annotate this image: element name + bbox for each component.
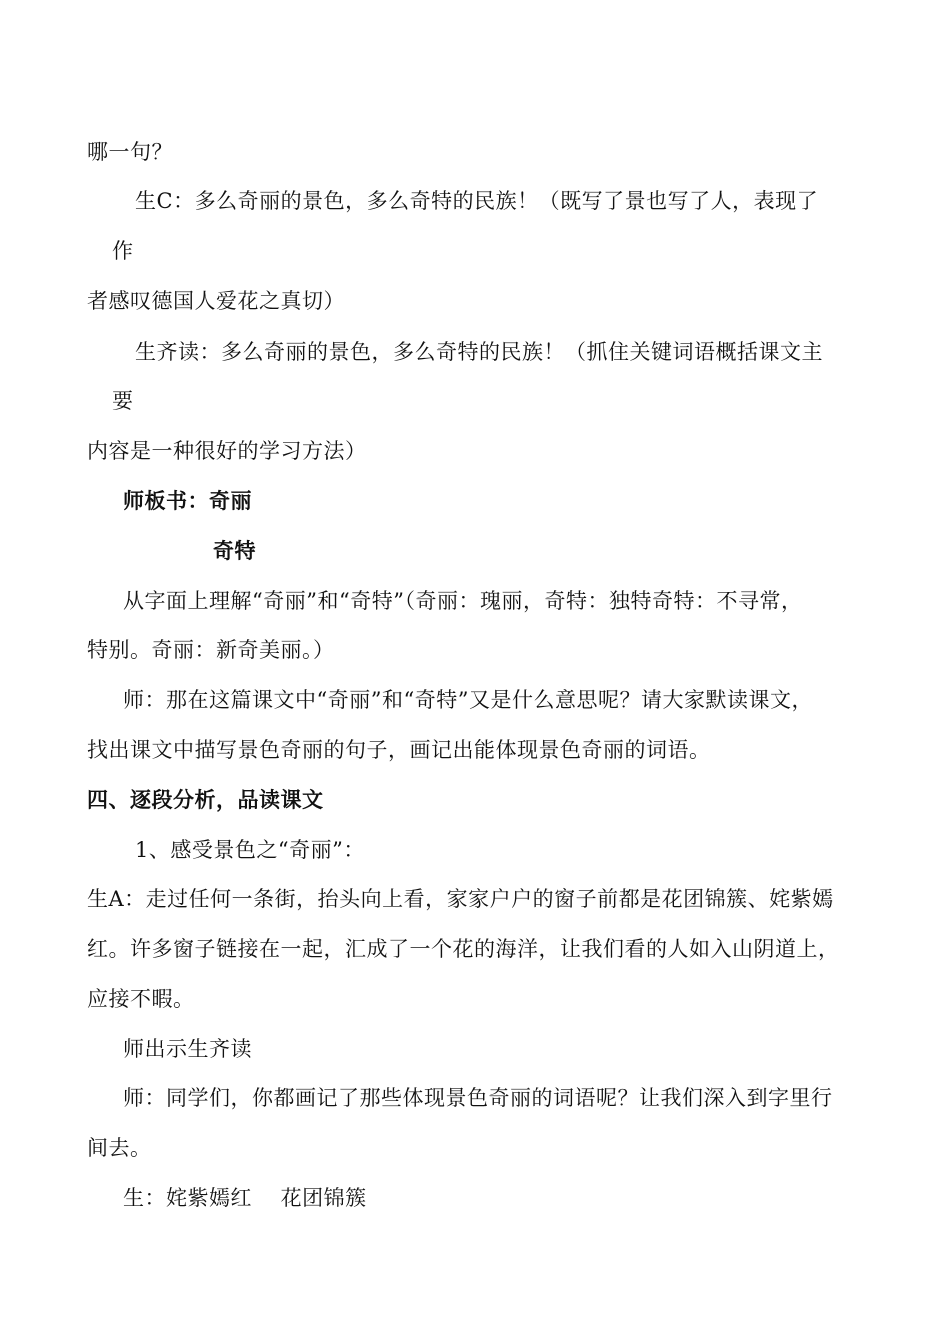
text-line: 找出课文中描写景色奇丽的句子，画记出能体现景色奇丽的词语。: [87, 738, 711, 762]
text-line: 者感叹德国人爱花之真切）: [87, 289, 345, 313]
text-line: 生C：多么奇丽的景色，多么奇特的民族！（既写了景也写了人，表现了: [135, 189, 819, 213]
section-heading: 四、逐段分析，品读课文: [87, 788, 324, 812]
text-line: 生齐读：多么奇丽的景色，多么奇特的民族！（抓住关键词语概括课文主: [135, 340, 823, 364]
text-line: 生：姹紫嫣红 花团锦簇: [123, 1186, 367, 1210]
board-item: 奇特: [213, 539, 256, 563]
board-title: 师板书：奇丽: [123, 489, 252, 513]
text-line: 特别。奇丽：新奇美丽。）: [87, 638, 335, 662]
text-line: 红。许多窗子链接在一起，汇成了一个花的海洋，让我们看的人如入山阴道上，: [87, 937, 840, 961]
text-line: 内容是一种很好的学习方法）: [87, 439, 367, 463]
text-line: 师：那在这篇课文中“奇丽”和“奇特”又是什么意思呢？请大家默读课文，: [123, 688, 813, 712]
text-line: 1、感受景色之“奇丽”：: [135, 838, 365, 862]
text-line: 要: [112, 389, 134, 413]
text-line: 间去。: [87, 1136, 152, 1160]
text-line: 应接不暇。: [87, 987, 195, 1011]
text-line: 生A：走过任何一条街，抬头向上看，家家户户的窗子前都是花团锦簇、姹紫嫣: [87, 887, 834, 911]
text-line: 作: [112, 239, 134, 263]
text-line: 从字面上理解“奇丽”和“奇特”（奇丽：瑰丽，奇特：独特奇特：不寻常，: [123, 589, 803, 613]
text-line: 师：同学们，你都画记了那些体现景色奇丽的词语呢？让我们深入到字里行: [123, 1086, 833, 1110]
text-line: 哪一句？: [87, 140, 173, 164]
text-line: 师出示生齐读: [123, 1037, 252, 1061]
